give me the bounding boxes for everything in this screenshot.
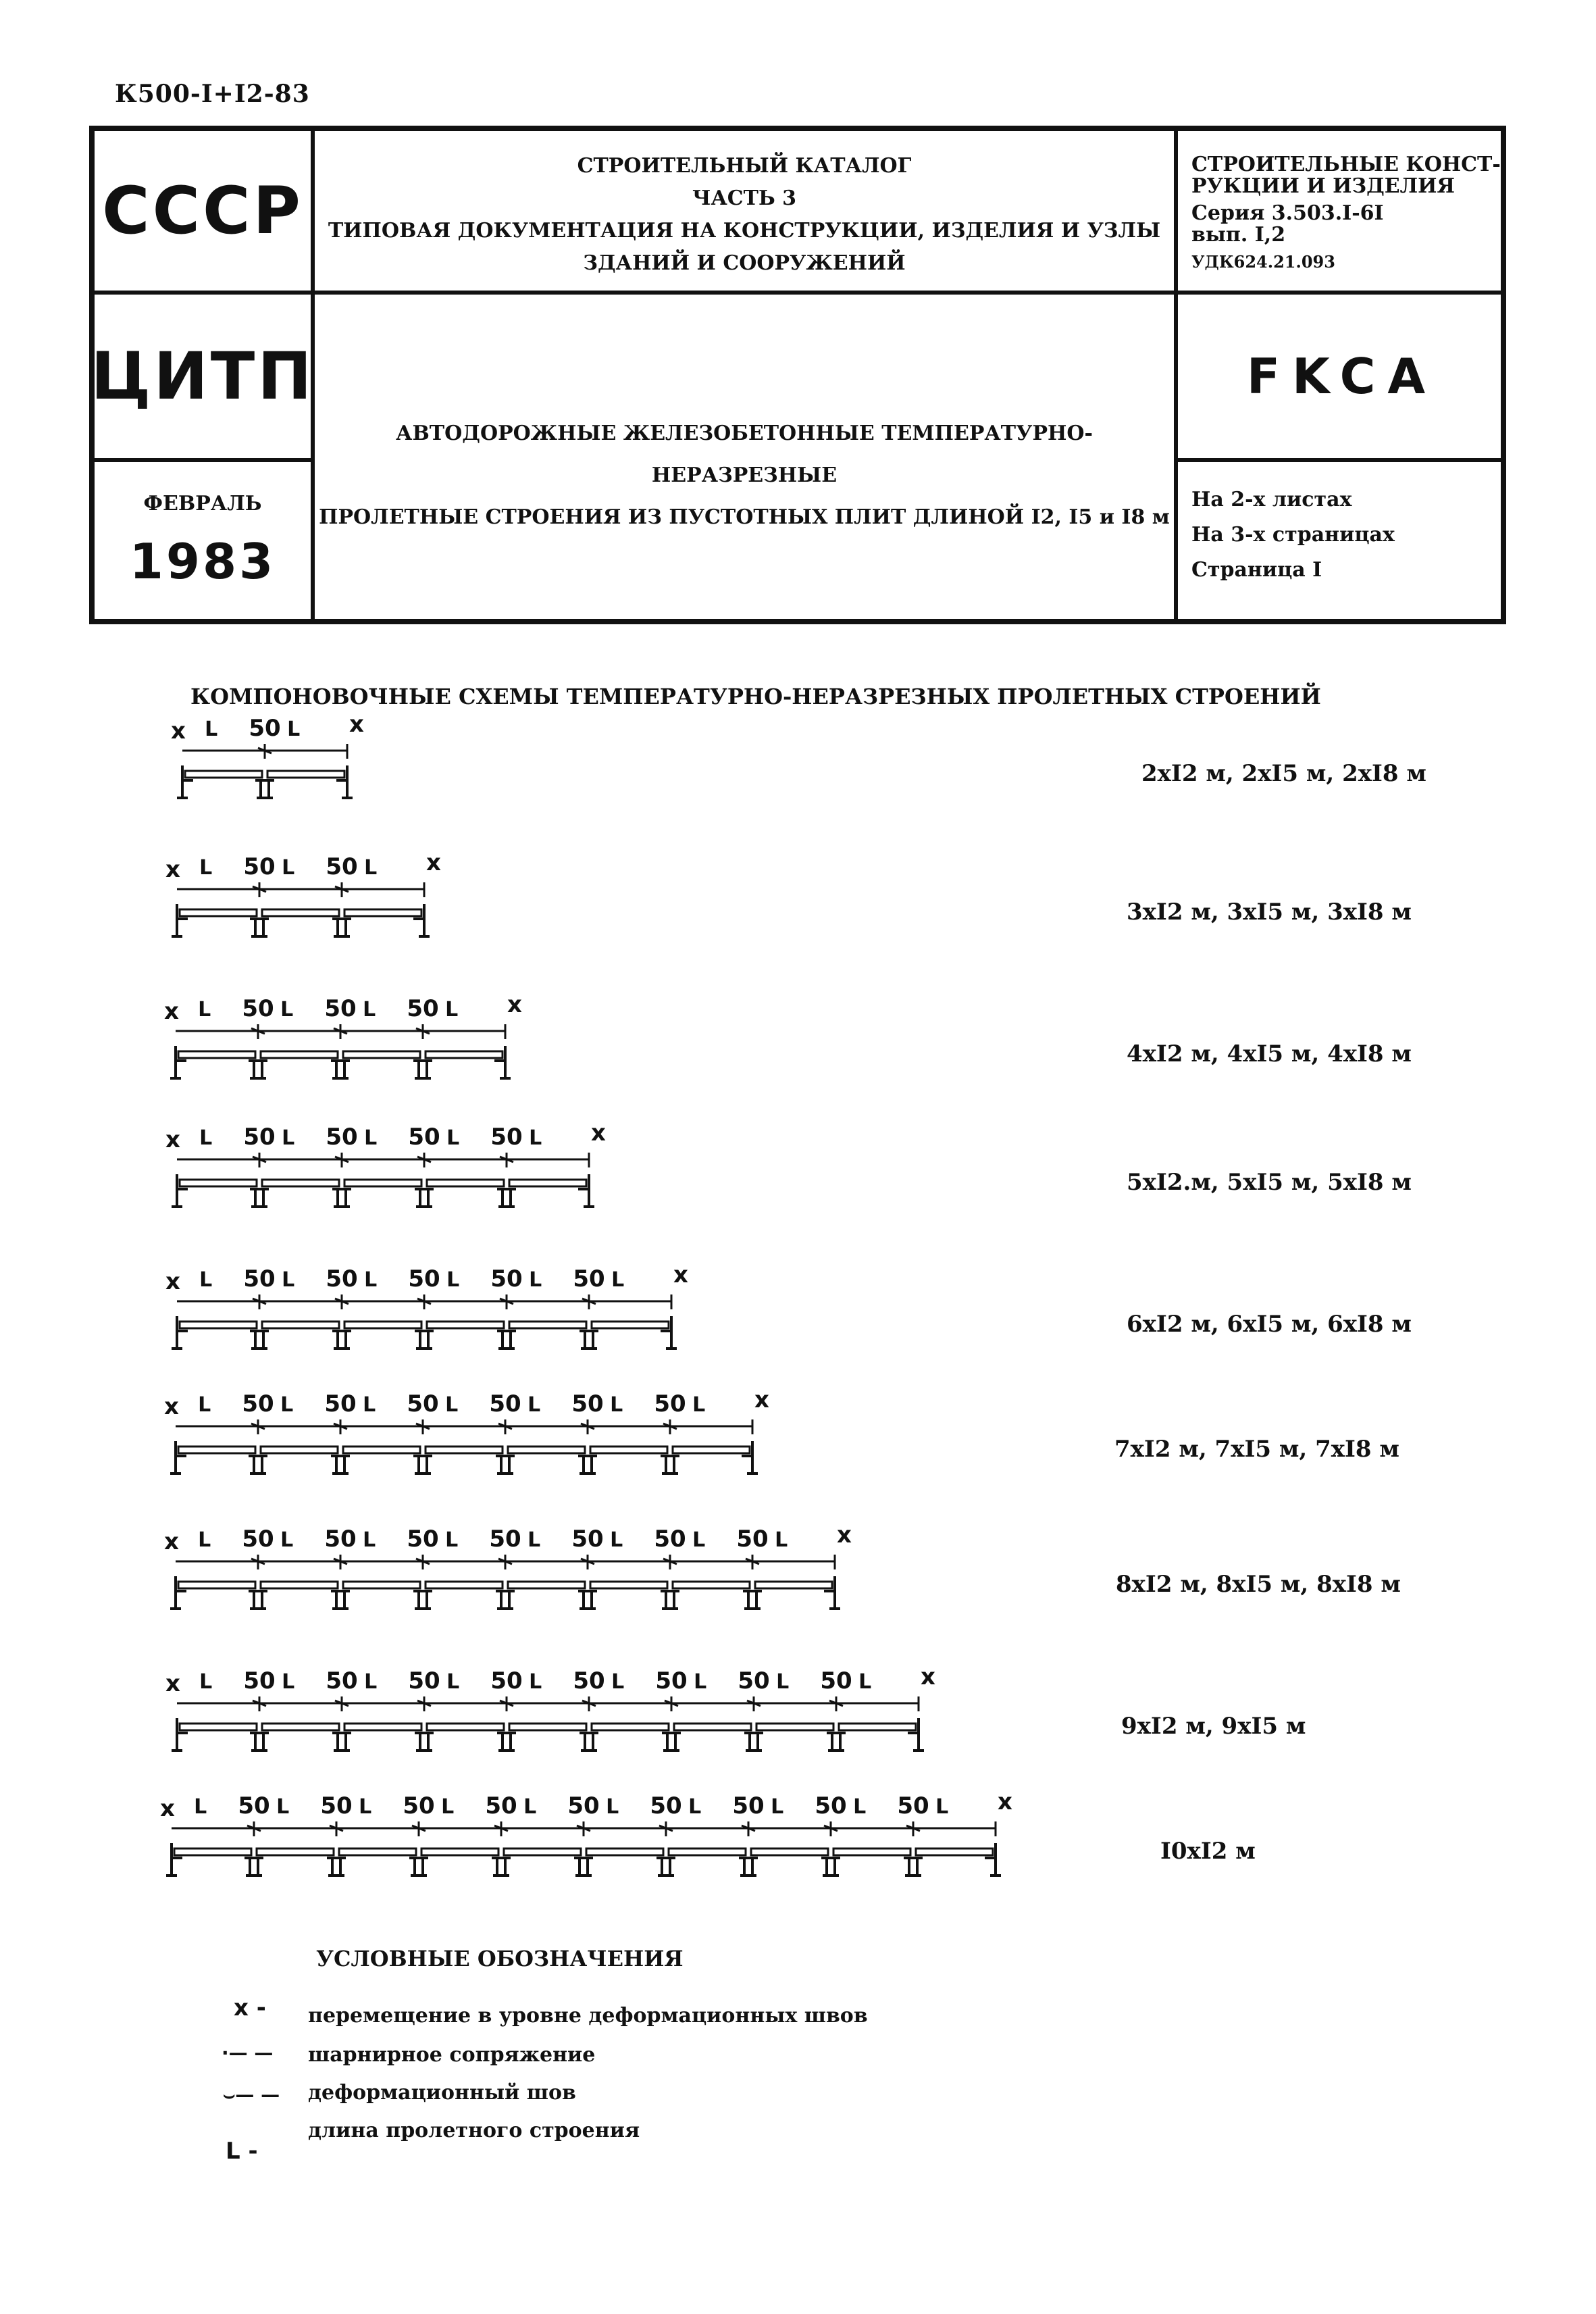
pier [249,1456,267,1474]
pier [415,1733,434,1751]
span-slab [839,1724,916,1730]
scheme-end-mark: x [754,1386,769,1413]
joint-gap-label: 50 [489,1526,521,1553]
scheme-end-mark: x [673,1261,688,1288]
pier [413,1061,432,1078]
span-variant-label: 5xI2.м, 5xI5 м, 5xI8 м [1127,1169,1412,1196]
joint-gap-label: 50 [408,1667,440,1694]
span-slab [751,1848,828,1855]
span-length-label: L [282,856,295,880]
joint-gap-label: 50 [650,1792,682,1819]
span-slab [508,1582,585,1588]
joint-gap-label: 50 [326,1124,358,1151]
pier [332,919,351,936]
span-slab [421,1848,498,1855]
span-slab [261,1051,338,1058]
span-slab [178,1051,255,1058]
span-length-label: L [611,1268,625,1292]
scheme-end-mark: x [921,1663,935,1690]
pier [249,1061,267,1078]
joint-gap-label: 50 [242,1390,274,1417]
legend-text-hinge: шарнирное сопряжение [308,2043,596,2067]
span-slab [344,909,421,916]
pier [413,1591,432,1609]
legend-symbol-length: L - [226,2138,258,2165]
span-slab [592,1322,669,1328]
pier [821,1858,840,1876]
span-length-label: L [446,1670,460,1694]
span-length-label: L [364,1268,378,1292]
pier [497,1189,516,1207]
schemes-title: КОМПОНОВОЧНЫЕ СХЕМЫ ТЕМПЕРАТУРНО-НЕРАЗРЕЗНЫХ ПРОЛЕТНЫХ СТРОЕНИЙ [190,684,1321,709]
span-length-label: L [775,1528,788,1552]
pier [827,1733,846,1751]
joint-gap-label: 50 [654,1390,686,1417]
span-length-label: L [280,998,294,1022]
issue-line: вып. I,2 [1191,223,1286,247]
pier [492,1858,511,1876]
joint-gap-label: 50 [820,1667,852,1694]
span-slab [916,1848,993,1855]
legend-title: УСЛОВНЫЕ ОБОЗНАЧЕНИЯ [316,1946,684,1971]
pier [744,1733,763,1751]
pier [578,1591,597,1609]
catalog-line: СТРОИТЕЛЬНЫЙ КАТАЛОГ [577,154,912,178]
pier [496,1456,515,1474]
pier [662,1733,681,1751]
pier [331,1456,350,1474]
span-variant-label: 8xI2 м, 8xI5 м, 8xI8 м [1116,1571,1401,1598]
pier [332,1189,351,1207]
span-length-label: L [198,1528,211,1552]
span-slab [509,1724,586,1730]
joint-gap-label: 50 [326,1667,358,1694]
joint-gap-label: 50 [408,1265,440,1292]
span-length-label: L [199,856,213,880]
pier [413,1456,432,1474]
span-slab [261,1582,338,1588]
org-name-ussr: СССР [102,173,303,249]
span-slab [344,1724,421,1730]
span-slab [669,1848,746,1855]
span-slab [178,1582,255,1588]
pier [739,1858,758,1876]
span-length-label: L [282,1670,295,1694]
span-length-label: L [776,1670,790,1694]
scheme-end-mark: x [837,1521,852,1549]
span-slab [673,1582,750,1588]
legend-text-length: длина пролетного строения [308,2119,640,2142]
span-slab [262,1180,339,1186]
span-length-label: L [363,1393,376,1417]
span-length-label: L [445,1528,459,1552]
joint-gap-label: 50 [320,1792,353,1819]
span-length-label: L [610,1393,623,1417]
joint-gap-label: 50 [573,1265,605,1292]
span-slab [509,1322,586,1328]
span-length-label: L [199,1126,213,1150]
span-length-label: L [935,1795,949,1819]
pier [250,1189,269,1207]
scheme-end-mark: x [349,711,364,738]
span-slab [833,1848,910,1855]
pier [409,1858,428,1876]
scheme-end-mark: x [165,856,180,883]
span-slab [261,1447,338,1453]
span-slab [426,1447,503,1453]
joint-gap-label: 50 [571,1390,604,1417]
pier [743,1591,762,1609]
section-line: СТРОИТЕЛЬНЫЕ КОНСТ- [1191,153,1501,176]
span-slab [180,909,257,916]
span-slab [174,1848,251,1855]
span-slab [262,909,339,916]
span-slab [427,1180,504,1186]
span-length-label: L [287,718,301,741]
joint-gap-label: 50 [490,1265,523,1292]
joint-gap-label: 50 [324,995,357,1022]
joint-gap-label: 50 [736,1526,769,1553]
joint-gap-label: 50 [738,1667,770,1694]
span-length-label: L [359,1795,372,1819]
span-slab [180,1322,257,1328]
span-slab [504,1848,581,1855]
span-length-label: L [445,1393,459,1417]
span-length-label: L [445,998,459,1022]
joint-gap-label: 50 [485,1792,517,1819]
joint-gap-label: 50 [326,853,358,880]
joint-gap-label: 50 [407,1526,439,1553]
scheme-end-mark: x [160,1795,175,1822]
span-length-label: L [853,1795,867,1819]
pier [574,1858,593,1876]
span-length-label: L [199,1268,213,1292]
joint-gap-label: 50 [489,1390,521,1417]
joint-gap-label: 50 [815,1792,847,1819]
joint-gap-label: 50 [897,1792,929,1819]
scheme-end-mark: x [164,998,179,1025]
span-slab [590,1447,667,1453]
document-code: К500-I+I2-83 [115,80,310,108]
span-variant-label: 2xI2 м, 2xI5 м, 2xI8 м [1141,760,1426,787]
span-slab [674,1724,751,1730]
pier [415,1331,434,1349]
span-slab [426,1051,503,1058]
pier [661,1456,679,1474]
span-length-label: L [282,1268,295,1292]
span-length-label: L [529,1670,542,1694]
span-slab [344,1180,421,1186]
span-length-label: L [276,1795,290,1819]
scheme-end-mark: x [591,1120,606,1147]
span-length-label: L [692,1528,706,1552]
pages-line: На 3-х страницах [1191,523,1395,547]
joint-gap-label: 50 [654,1526,686,1553]
joint-gap-label: 50 [238,1792,270,1819]
span-length-label: L [606,1795,619,1819]
page-number-line: Страница I [1191,558,1322,582]
issue-year: 1983 [129,532,276,590]
pier [250,919,269,936]
scheme-end-mark: x [165,1268,180,1295]
joint-gap-label: 50 [249,715,281,742]
legend-symbol-joint: ⌣— — [223,2084,280,2106]
pier [250,1331,269,1349]
legend-symbol-hinge: ·— — [222,2042,274,2064]
span-slab [180,1180,257,1186]
span-length-label: L [205,718,218,741]
pier [580,1733,598,1751]
pier [496,1591,515,1609]
span-slab [590,1582,667,1588]
span-slab [508,1447,585,1453]
span-length-label: L [198,998,211,1022]
joint-gap-label: 50 [243,1265,276,1292]
span-variant-label: 9xI2 м, 9xI5 м [1121,1713,1306,1740]
joint-gap-label: 50 [324,1526,357,1553]
span-slab [427,1724,504,1730]
pier [255,780,274,798]
scheme-end-mark: x [426,849,441,876]
pier [497,1733,516,1751]
span-length-label: L [441,1795,455,1819]
span-slab [586,1848,663,1855]
span-slab [180,1724,257,1730]
span-slab [673,1447,750,1453]
joint-gap-label: 50 [490,1667,523,1694]
span-length-label: L [364,856,378,880]
span-slab [426,1582,503,1588]
span-length-label: L [363,1528,376,1552]
pier [657,1858,675,1876]
pier [327,1858,346,1876]
span-slab [343,1582,420,1588]
joint-gap-label: 50 [655,1667,688,1694]
span-slab [509,1180,586,1186]
span-slab [343,1447,420,1453]
catalog-code: FKCA [1246,348,1438,405]
span-variant-label: 7xI2 м, 7xI5 м, 7xI8 м [1114,1436,1399,1463]
span-length-label: L [694,1670,707,1694]
span-slab [262,1724,339,1730]
org-name-citp: ЦИТП [91,338,315,414]
span-length-label: L [529,1126,542,1150]
joint-gap-label: 50 [243,853,276,880]
span-length-label: L [446,1268,460,1292]
scheme-end-mark: x [171,718,186,745]
span-slab [344,1322,421,1328]
pier [578,1456,597,1474]
pier [250,1733,269,1751]
span-length-label: L [610,1528,623,1552]
span-length-label: L [282,1126,295,1150]
pier [244,1858,263,1876]
pier [331,1061,350,1078]
scheme-end-mark: x [164,1528,179,1555]
span-length-label: L [527,1393,541,1417]
series-line: Серия 3.503.I-6I [1191,201,1384,225]
span-length-label: L [199,1670,213,1694]
span-slab [339,1848,416,1855]
joint-gap-label: 50 [407,1390,439,1417]
span-slab [262,1322,339,1328]
section-line: РУКЦИИ И ИЗДЕЛИЯ [1191,174,1455,198]
pier [661,1591,679,1609]
scheme-end-mark: x [507,991,522,1018]
joint-gap-label: 50 [243,1667,276,1694]
pier [580,1331,598,1349]
joint-gap-label: 50 [242,1526,274,1553]
span-variant-label: I0xI2 м [1160,1838,1256,1865]
pier [904,1858,923,1876]
span-length-label: L [280,1393,294,1417]
joint-gap-label: 50 [490,1124,523,1151]
span-length-label: L [527,1528,541,1552]
joint-gap-label: 50 [573,1667,605,1694]
issue-month: ФЕВРАЛЬ [143,491,262,515]
joint-gap-label: 50 [326,1265,358,1292]
pier [415,1189,434,1207]
scheme-end-mark: x [165,1670,180,1697]
joint-gap-label: 50 [732,1792,765,1819]
catalog-line: ТИПОВАЯ ДОКУМЕНТАЦИЯ НА КОНСТРУКЦИИ, ИЗДЕЛИЯ И УЗЛЫ [328,219,1161,243]
span-length-label: L [194,1795,207,1819]
span-slab [343,1051,420,1058]
scheme-end-mark: x [165,1126,180,1153]
joint-gap-label: 50 [408,1124,440,1151]
span-length-label: L [198,1393,211,1417]
legend-text-displacement: перемещение в уровне деформационных швов [308,2004,868,2028]
scheme-end-mark: x [164,1393,179,1420]
span-length-label: L [771,1795,784,1819]
span-slab [427,1322,504,1328]
joint-gap-label: 50 [567,1792,600,1819]
span-length-label: L [611,1670,625,1694]
product-title-line: АВТОДОРОЖНЫЕ ЖЕЛЕЗОБЕТОННЫЕ ТЕМПЕРАТУРНО-НЕРАЗРЕЗНЫЕ [396,422,1093,487]
scheme-end-mark: x [998,1788,1012,1815]
span-slab [756,1724,833,1730]
span-length-label: L [363,998,376,1022]
span-slab [178,1447,255,1453]
span-length-label: L [858,1670,872,1694]
udk-line: УДК624.21.093 [1191,252,1335,272]
joint-gap-label: 50 [403,1792,435,1819]
span-slab [267,771,344,778]
span-length-label: L [364,1126,378,1150]
span-length-label: L [280,1528,294,1552]
span-slab [592,1724,669,1730]
span-length-label: L [529,1268,542,1292]
product-title-line: ПРОЛЕТНЫЕ СТРОЕНИЯ ИЗ ПУСТОТНЫХ ПЛИТ ДЛИНОЙ I2, I5 и I8 м [319,505,1170,529]
joint-gap-label: 50 [324,1390,357,1417]
pier [332,1331,351,1349]
span-length-label: L [364,1670,378,1694]
span-variant-label: 3xI2 м, 3xI5 м, 3xI8 м [1127,899,1412,926]
joint-gap-label: 50 [571,1526,604,1553]
span-slab [755,1582,832,1588]
pier [331,1591,350,1609]
pier [497,1331,516,1349]
span-slab [257,1848,334,1855]
span-length-label: L [688,1795,702,1819]
span-variant-label: 6xI2 м, 6xI5 м, 6xI8 м [1127,1311,1412,1338]
pier [249,1591,267,1609]
joint-gap-label: 50 [243,1124,276,1151]
span-length-label: L [523,1795,537,1819]
legend-text-joint: деформационный шов [308,2081,576,2105]
joint-gap-label: 50 [242,995,274,1022]
legend-symbol-displacement: x - [234,1994,266,2021]
span-slab [185,771,262,778]
span-variant-label: 4xI2 м, 4xI5 м, 4xI8 м [1127,1040,1412,1067]
span-length-label: L [446,1126,460,1150]
catalog-line: ЧАСТЬ 3 [692,186,797,210]
joint-gap-label: 50 [407,995,439,1022]
sheets-line: На 2-х листах [1191,488,1352,511]
catalog-line: ЗДАНИЙ И СООРУЖЕНИЙ [583,251,906,275]
span-length-label: L [692,1393,706,1417]
pier [332,1733,351,1751]
